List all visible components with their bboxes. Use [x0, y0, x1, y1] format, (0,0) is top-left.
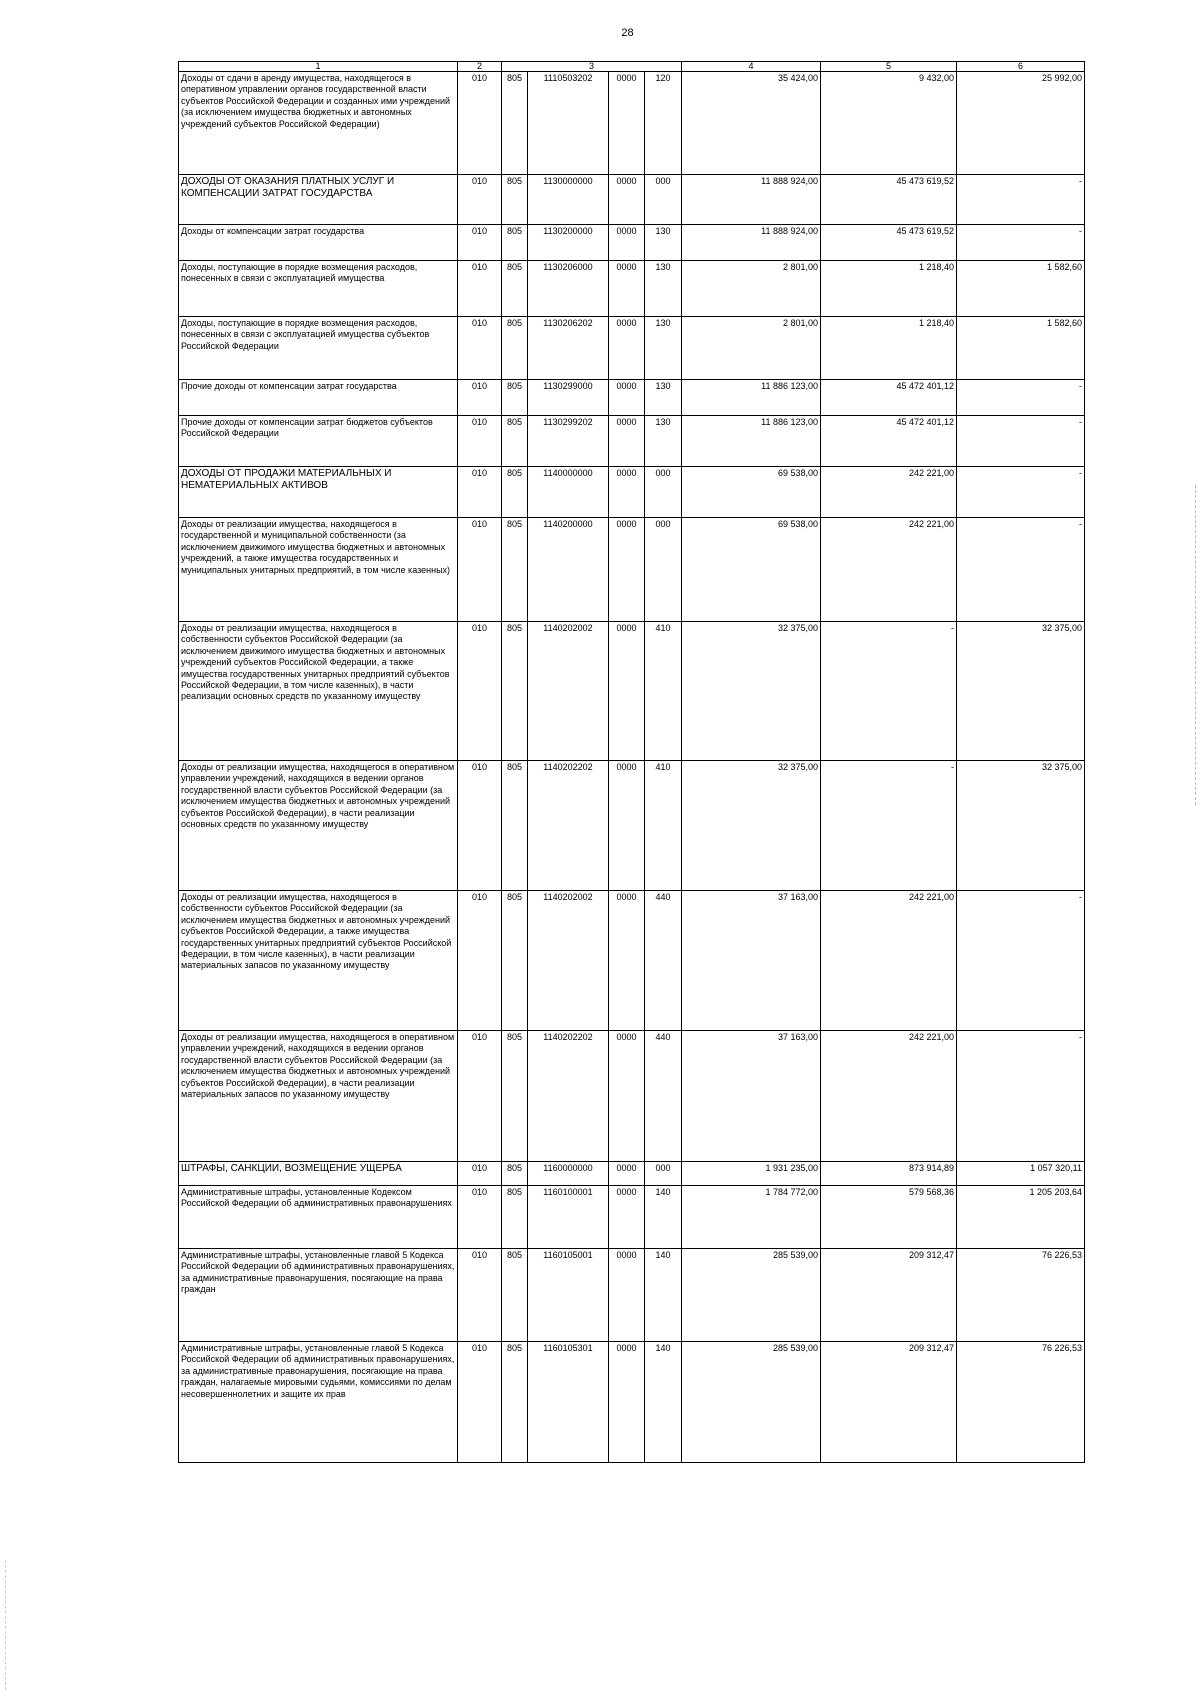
row-value-col6: 1 582,60 — [957, 317, 1085, 380]
row-admin-code: 805 — [502, 380, 528, 416]
row-kosgu-code: 140 — [645, 1249, 682, 1342]
row-code: 010 — [458, 1031, 502, 1162]
row-code: 010 — [458, 1162, 502, 1186]
row-name: Доходы от компенсации затрат государства — [179, 225, 458, 261]
row-kbk-code: 1160105001 — [528, 1249, 609, 1342]
row-admin-code: 805 — [502, 1162, 528, 1186]
row-value-col5: 9 432,00 — [821, 72, 957, 175]
row-program-code: 0000 — [609, 261, 645, 317]
row-value-col4: 2 801,00 — [682, 317, 821, 380]
row-kbk-code: 1130206000 — [528, 261, 609, 317]
row-code: 010 — [458, 467, 502, 518]
table-row — [179, 261, 1085, 317]
scan-edge-marks — [1195, 485, 1198, 805]
row-kbk-code: 1130200000 — [528, 225, 609, 261]
row-code: 010 — [458, 261, 502, 317]
table-row — [179, 380, 1085, 416]
row-value-col6: - — [957, 467, 1085, 518]
row-name: Доходы от реализации имущества, находящегося в собственности субъектов Российской Федерации (за исключением движимого имущества бюджетных и автономных учреждений субъектов Российской Федерации, а также имущества государственных унитарных предприятий субъектов Российской Федерации, в том числе казенных), в части реализации основных средств по указанному имуществу — [179, 622, 458, 761]
row-name: Административные штрафы, установленные главой 5 Кодекса Российской Федерации об административных правонарушениях, за административные правонарушения, посягающие на права граждан, налагаемые мировыми судьями, комиссиями по делам несовершеннолетних и защите их прав — [179, 1342, 458, 1463]
row-kosgu-code: 130 — [645, 317, 682, 380]
row-program-code: 0000 — [609, 1342, 645, 1463]
row-kbk-code: 1160105301 — [528, 1342, 609, 1463]
row-name: Доходы от реализации имущества, находящегося в собственности субъектов Российской Федерации (за исключением имущества бюджетных и автономных учреждений субъектов Российской Федерации, а также имущества государственных унитарных предприятий субъектов Российской Федерации, в том числе казенных), в части реализации материальных запасов по указанному имуществу — [179, 891, 458, 1031]
row-admin-code: 805 — [502, 761, 528, 891]
row-kosgu-code: 440 — [645, 891, 682, 1031]
row-value-col4: 11 886 123,00 — [682, 380, 821, 416]
row-kosgu-code: 440 — [645, 1031, 682, 1162]
row-value-col5: 1 218,40 — [821, 261, 957, 317]
row-admin-code: 805 — [502, 518, 528, 622]
row-name: Доходы от реализации имущества, находящегося в оперативном управлении учреждений, находящихся в ведении органов государственной власти субъектов Российской Федерации (за исключением имущества бюджетных и автономных учреждений субъектов Российской Федерации), в части реализации основных средств по указанному имуществу — [179, 761, 458, 891]
row-kbk-code: 1140200000 — [528, 518, 609, 622]
row-kbk-code: 1160100001 — [528, 1186, 609, 1249]
row-value-col4: 32 375,00 — [682, 622, 821, 761]
row-value-col5: 242 221,00 — [821, 518, 957, 622]
row-value-col5: 45 473 619,52 — [821, 175, 957, 225]
row-kosgu-code: 410 — [645, 622, 682, 761]
header-row — [179, 62, 1085, 72]
row-value-col5: 242 221,00 — [821, 891, 957, 1031]
row-name: ШТРАФЫ, САНКЦИИ, ВОЗМЕЩЕНИЕ УЩЕРБА — [179, 1162, 458, 1186]
row-kosgu-code: 130 — [645, 225, 682, 261]
table-row — [179, 1249, 1085, 1342]
row-code: 010 — [458, 1186, 502, 1249]
row-value-col5: 1 218,40 — [821, 317, 957, 380]
table-row — [179, 761, 1085, 891]
table-row — [179, 622, 1085, 761]
row-kosgu-code: 000 — [645, 467, 682, 518]
table-row — [179, 416, 1085, 467]
table-row — [179, 1342, 1085, 1463]
row-kbk-code: 1130000000 — [528, 175, 609, 225]
row-name: Прочие доходы от компенсации затрат бюджетов субъектов Российской Федерации — [179, 416, 458, 467]
row-value-col4: 1 931 235,00 — [682, 1162, 821, 1186]
table-row — [179, 467, 1085, 518]
row-name: Административные штрафы, установленные Кодексом Российской Федерации об административных правонарушениях — [179, 1186, 458, 1249]
row-admin-code: 805 — [502, 261, 528, 317]
row-kosgu-code: 130 — [645, 261, 682, 317]
row-value-col6: - — [957, 225, 1085, 261]
row-value-col6: 76 226,53 — [957, 1249, 1085, 1342]
row-name: Доходы, поступающие в порядке возмещения расходов, понесенных в связи с эксплуатацией имущества — [179, 261, 458, 317]
row-value-col4: 37 163,00 — [682, 891, 821, 1031]
row-code: 010 — [458, 225, 502, 261]
row-program-code: 0000 — [609, 518, 645, 622]
table-row — [179, 72, 1085, 175]
row-program-code: 0000 — [609, 317, 645, 380]
row-program-code: 0000 — [609, 622, 645, 761]
row-kbk-code: 1130206202 — [528, 317, 609, 380]
scan-edge-marks-left — [5, 1560, 7, 1690]
row-kosgu-code: 000 — [645, 175, 682, 225]
row-program-code: 0000 — [609, 891, 645, 1031]
row-code: 010 — [458, 622, 502, 761]
row-admin-code: 805 — [502, 1249, 528, 1342]
row-name: Доходы от сдачи в аренду имущества, находящегося в оперативном управлении органов государственной власти субъектов Российской Федерации и созданных ими учреждений (за исключением имущества бюджетных и автономных учреждений субъектов Российской Федерации) — [179, 72, 458, 175]
row-admin-code: 805 — [502, 1031, 528, 1162]
header-col-3: 3 — [502, 62, 682, 72]
header-col-5: 5 — [821, 62, 957, 72]
table-row — [179, 317, 1085, 380]
row-value-col6: 25 992,00 — [957, 72, 1085, 175]
row-admin-code: 805 — [502, 1186, 528, 1249]
row-admin-code: 805 — [502, 622, 528, 761]
row-kbk-code: 1130299202 — [528, 416, 609, 467]
row-value-col6: - — [957, 416, 1085, 467]
header-col-4: 4 — [682, 62, 821, 72]
row-value-col6: - — [957, 518, 1085, 622]
row-value-col6: 76 226,53 — [957, 1342, 1085, 1463]
row-value-col5: - — [821, 622, 957, 761]
table-row — [179, 1031, 1085, 1162]
row-value-col6: - — [957, 380, 1085, 416]
row-admin-code: 805 — [502, 467, 528, 518]
row-program-code: 0000 — [609, 1162, 645, 1186]
row-kbk-code: 1140000000 — [528, 467, 609, 518]
row-value-col6: 1 582,60 — [957, 261, 1085, 317]
row-program-code: 0000 — [609, 72, 645, 175]
row-program-code: 0000 — [609, 225, 645, 261]
row-admin-code: 805 — [502, 416, 528, 467]
row-program-code: 0000 — [609, 1249, 645, 1342]
row-value-col4: 2 801,00 — [682, 261, 821, 317]
row-value-col5: 209 312,47 — [821, 1249, 957, 1342]
row-code: 010 — [458, 317, 502, 380]
row-kosgu-code: 410 — [645, 761, 682, 891]
row-value-col6: 1 205 203,64 — [957, 1186, 1085, 1249]
table-row — [179, 1186, 1085, 1249]
row-program-code: 0000 — [609, 467, 645, 518]
page-number: 28 — [621, 27, 634, 39]
row-value-col5: 45 473 619,52 — [821, 225, 957, 261]
row-kbk-code: 1160000000 — [528, 1162, 609, 1186]
row-value-col4: 37 163,00 — [682, 1031, 821, 1162]
row-value-col6: - — [957, 1031, 1085, 1162]
row-code: 010 — [458, 72, 502, 175]
row-name: Прочие доходы от компенсации затрат государства — [179, 380, 458, 416]
row-name: Административные штрафы, установленные главой 5 Кодекса Российской Федерации об административных правонарушениях, за административные правонарушения, посягающие на права граждан — [179, 1249, 458, 1342]
table-row — [179, 518, 1085, 622]
row-name: Доходы от реализации имущества, находящегося в оперативном управлении учреждений, находящихся в ведении органов государственной власти субъектов Российской Федерации (за исключением имущества бюджетных и автономных учреждений субъектов Российской Федерации), в части реализации материальных запасов по указанному имуществу — [179, 1031, 458, 1162]
row-kbk-code: 1140202202 — [528, 761, 609, 891]
row-value-col4: 11 888 924,00 — [682, 225, 821, 261]
header-col-2: 2 — [458, 62, 502, 72]
row-value-col5: - — [821, 761, 957, 891]
row-code: 010 — [458, 380, 502, 416]
row-admin-code: 805 — [502, 317, 528, 380]
row-kosgu-code: 120 — [645, 72, 682, 175]
row-code: 010 — [458, 518, 502, 622]
row-kbk-code: 1140202202 — [528, 1031, 609, 1162]
row-admin-code: 805 — [502, 72, 528, 175]
row-value-col6: 32 375,00 — [957, 761, 1085, 891]
row-value-col5: 45 472 401,12 — [821, 380, 957, 416]
row-kosgu-code: 000 — [645, 518, 682, 622]
row-name: ДОХОДЫ ОТ ОКАЗАНИЯ ПЛАТНЫХ УСЛУГ И КОМПЕНСАЦИИ ЗАТРАТ ГОСУДАРСТВА — [179, 175, 458, 225]
row-program-code: 0000 — [609, 175, 645, 225]
row-code: 010 — [458, 1249, 502, 1342]
row-program-code: 0000 — [609, 1031, 645, 1162]
row-code: 010 — [458, 175, 502, 225]
row-value-col6: - — [957, 175, 1085, 225]
row-code: 010 — [458, 416, 502, 467]
row-kbk-code: 1110503202 — [528, 72, 609, 175]
row-program-code: 0000 — [609, 761, 645, 891]
row-value-col4: 11 888 924,00 — [682, 175, 821, 225]
table-row — [179, 891, 1085, 1031]
row-kosgu-code: 140 — [645, 1342, 682, 1463]
row-kbk-code: 1130299000 — [528, 380, 609, 416]
row-value-col5: 45 472 401,12 — [821, 416, 957, 467]
row-value-col4: 285 539,00 — [682, 1342, 821, 1463]
row-value-col6: - — [957, 891, 1085, 1031]
row-kosgu-code: 140 — [645, 1186, 682, 1249]
row-value-col4: 69 538,00 — [682, 467, 821, 518]
row-kbk-code: 1140202002 — [528, 891, 609, 1031]
row-kosgu-code: 130 — [645, 380, 682, 416]
row-value-col5: 209 312,47 — [821, 1342, 957, 1463]
row-code: 010 — [458, 1342, 502, 1463]
row-admin-code: 805 — [502, 891, 528, 1031]
row-program-code: 0000 — [609, 1186, 645, 1249]
row-code: 010 — [458, 891, 502, 1031]
row-program-code: 0000 — [609, 416, 645, 467]
row-kbk-code: 1140202002 — [528, 622, 609, 761]
row-value-col6: 32 375,00 — [957, 622, 1085, 761]
row-value-col5: 873 914,89 — [821, 1162, 957, 1186]
row-admin-code: 805 — [502, 1342, 528, 1463]
table-row — [179, 1162, 1085, 1186]
table-row — [179, 175, 1085, 225]
header-col-6: 6 — [957, 62, 1085, 72]
revenue-table — [178, 61, 1085, 1463]
row-value-col4: 11 886 123,00 — [682, 416, 821, 467]
row-kosgu-code: 000 — [645, 1162, 682, 1186]
row-value-col4: 285 539,00 — [682, 1249, 821, 1342]
row-value-col4: 1 784 772,00 — [682, 1186, 821, 1249]
row-name: Доходы от реализации имущества, находящегося в государственной и муниципальной собственности (за исключением движимого имущества бюджетных и автономных учреждений, а также имущества государственных и муниципальных унитарных предприятий, в том числе казенных) — [179, 518, 458, 622]
row-value-col4: 35 424,00 — [682, 72, 821, 175]
row-kosgu-code: 130 — [645, 416, 682, 467]
row-program-code: 0000 — [609, 380, 645, 416]
row-value-col6: 1 057 320,11 — [957, 1162, 1085, 1186]
table-row — [179, 225, 1085, 261]
row-code: 010 — [458, 761, 502, 891]
row-name: ДОХОДЫ ОТ ПРОДАЖИ МАТЕРИАЛЬНЫХ И НЕМАТЕРИАЛЬНЫХ АКТИВОВ — [179, 467, 458, 518]
row-value-col5: 579 568,36 — [821, 1186, 957, 1249]
row-admin-code: 805 — [502, 225, 528, 261]
row-value-col4: 32 375,00 — [682, 761, 821, 891]
row-value-col4: 69 538,00 — [682, 518, 821, 622]
row-name: Доходы, поступающие в порядке возмещения расходов, понесенных в связи с эксплуатацией имущества субъектов Российской Федерации — [179, 317, 458, 380]
row-admin-code: 805 — [502, 175, 528, 225]
row-value-col5: 242 221,00 — [821, 467, 957, 518]
row-value-col5: 242 221,00 — [821, 1031, 957, 1162]
header-col-1: 1 — [179, 62, 458, 72]
